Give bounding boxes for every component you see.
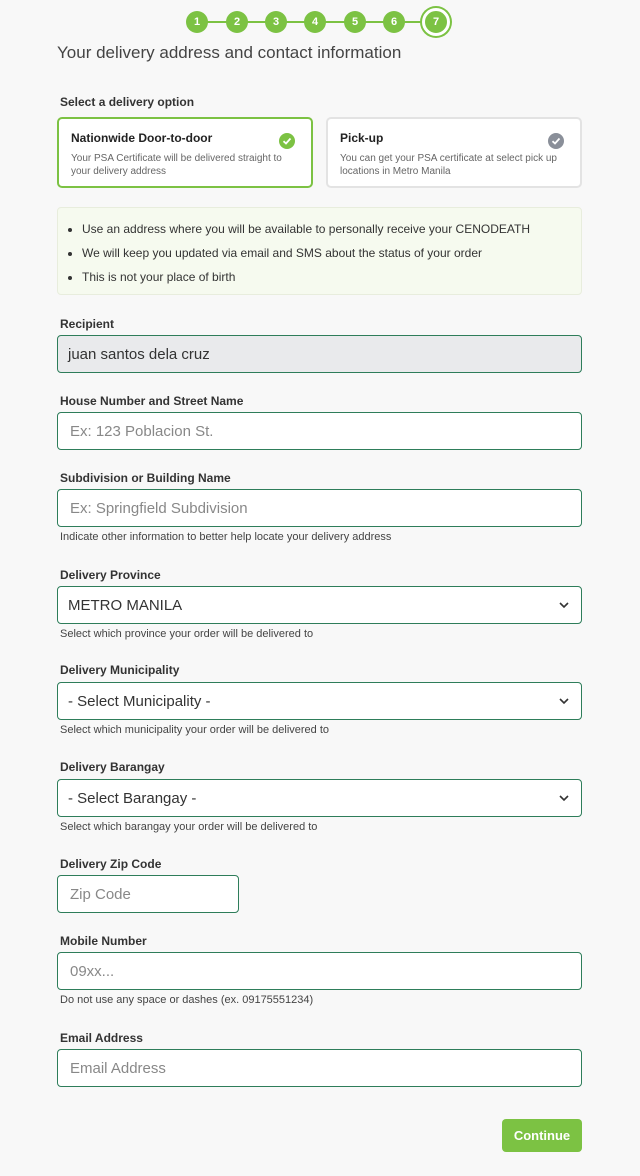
info-item: • We will keep you updated via email and SMS about the status of your order [82, 246, 581, 260]
email-label: Email Address [60, 1031, 143, 1045]
barangay-label: Delivery Barangay [60, 760, 165, 774]
delivery-option-label: Select a delivery option [60, 95, 195, 109]
province-select[interactable] [57, 586, 582, 624]
option-pick-up[interactable] [326, 117, 582, 188]
mobile-input[interactable] [68, 962, 571, 981]
info-item: • This is not your place of birth [82, 270, 581, 284]
barangay-value: - Select Barangay - [68, 789, 197, 807]
check-circle-icon [279, 133, 295, 149]
zip-label: Delivery Zip Code [60, 857, 162, 871]
province-label: Delivery Province [60, 568, 161, 582]
zip-field[interactable] [57, 875, 239, 913]
option-desc: Your PSA Certificate will be delivered straight to your delivery address [71, 153, 282, 177]
subdivision-help: Indicate other information to better help locate your delivery address [60, 531, 392, 543]
option-door-to-door[interactable] [57, 117, 313, 188]
street-field[interactable] [57, 412, 582, 450]
chevron-down-icon [557, 694, 571, 708]
email-input[interactable] [68, 1059, 571, 1078]
chevron-down-icon [557, 598, 571, 612]
street-input[interactable] [68, 422, 571, 441]
option-desc: You can get your PSA certificate at select pick up locations in Metro Manila [340, 153, 557, 177]
step-6[interactable]: 6 [383, 11, 405, 33]
step-7-current[interactable]: 7 [422, 8, 450, 36]
check-circle-icon [548, 133, 564, 149]
mobile-help: Do not use any space or dashes (ex. 09175551234) [60, 994, 314, 1006]
recipient-label: Recipient [60, 317, 115, 331]
subdivision-label: Subdivision or Building Name [60, 471, 231, 485]
mobile-label: Mobile Number [60, 934, 147, 948]
info-item: • Use an address where you will be available to personally receive your CENODEATH [82, 222, 581, 236]
province-help: Select which province your order will be delivered to [60, 628, 314, 640]
subdivision-field[interactable] [57, 489, 582, 527]
step-1[interactable]: 1 [186, 11, 208, 33]
mobile-field[interactable] [57, 952, 582, 990]
municipality-value: - Select Municipality - [68, 692, 211, 710]
step-4[interactable]: 4 [304, 11, 326, 33]
chevron-down-icon [557, 791, 571, 805]
option-title: Pick-up [340, 131, 384, 145]
recipient-field [57, 335, 582, 373]
zip-input[interactable] [68, 885, 228, 904]
page-title: Your delivery address and contact information [57, 43, 402, 62]
step-2[interactable]: 2 [226, 11, 248, 33]
barangay-select[interactable] [57, 779, 582, 817]
option-title: Nationwide Door-to-door [71, 131, 213, 145]
street-label: House Number and Street Name [60, 394, 244, 408]
continue-button[interactable]: Continue [502, 1119, 582, 1152]
subdivision-input[interactable] [68, 499, 571, 518]
progress-stepper [186, 8, 452, 36]
step-3[interactable]: 3 [265, 11, 287, 33]
province-value: METRO MANILA [68, 596, 183, 614]
step-5[interactable]: 5 [344, 11, 366, 33]
email-field[interactable] [57, 1049, 582, 1087]
municipality-select[interactable] [57, 682, 582, 720]
municipality-label: Delivery Municipality [60, 663, 180, 677]
municipality-help: Select which municipality your order will be delivered to [60, 724, 330, 736]
barangay-help: Select which barangay your order will be delivered to [60, 821, 318, 833]
info-box [57, 207, 582, 295]
recipient-value: juan santos dela cruz [68, 345, 210, 363]
